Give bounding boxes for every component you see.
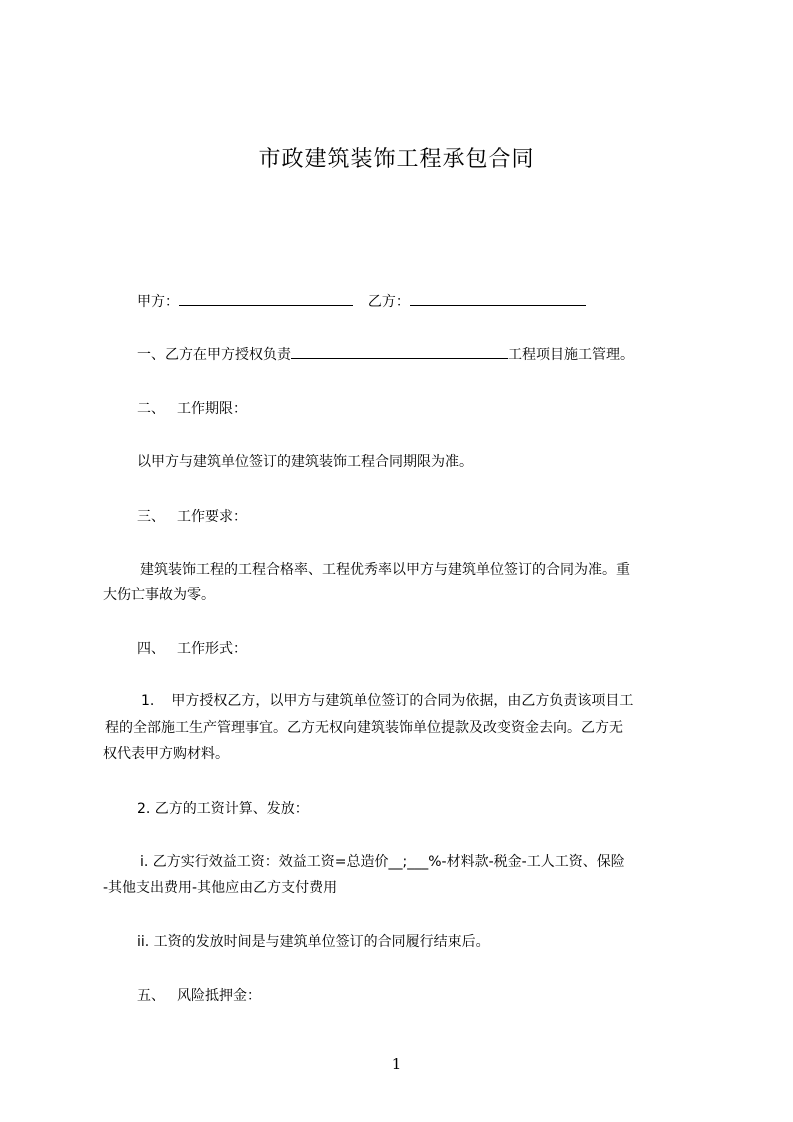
contract-title: 市政建筑装饰工程承包合同 [258, 147, 535, 172]
section-4-heading [137, 639, 247, 659]
section-3-body-line-1: 建筑装饰工程的工程合格率、工程优秀率以甲方与建筑单位签订的合同为准。重 [140, 562, 630, 578]
section-4-item-1-line-1 [141, 691, 633, 711]
item-2-ii: ii. 工资的发放时间是与建筑单位签订的合同履行结束后。 [137, 934, 490, 950]
section-2-heading [137, 399, 247, 419]
party-b-blank [410, 291, 586, 306]
section-5-title: 风险抵押金： [177, 988, 261, 1004]
item-1-number: 1. [141, 693, 155, 709]
section-3-heading [137, 507, 247, 527]
section-2-body: 以甲方与建筑单位签订的建筑装饰工程合同期限为准。 [137, 454, 473, 470]
section-4-title: 工作形式： [177, 641, 247, 657]
party-b-label: 乙方： [367, 294, 410, 310]
section-3-number: 三、 [137, 509, 165, 525]
section-4-number: 四、 [137, 641, 165, 657]
clause-1-suffix: 工程项目施工管理。 [508, 347, 634, 363]
section-4-item-1-line-2: 程的全部施工生产管理事宜。乙方无权向建筑装饰单位提款及改变资金去向。乙方无 [105, 720, 623, 736]
party-a-label: 甲方： [137, 294, 179, 310]
item-2-i-line-1: i. 乙方实行效益工资：效益工资=总造价__;___%-材料款-税金-工人工资、保险 [140, 854, 625, 870]
section-3-title: 工作要求： [177, 509, 247, 525]
section-5-heading [137, 986, 261, 1006]
section-3-body-line-2: 大伤亡事故为零。 [103, 587, 215, 603]
section-2-title: 工作期限： [177, 401, 247, 417]
party-a-blank [179, 291, 353, 306]
section-5-number: 五、 [137, 988, 165, 1004]
section-4-item-1-line-3: 权代表甲方购材料。 [103, 746, 229, 762]
clause-1 [137, 344, 634, 365]
project-name-blank [291, 344, 508, 359]
item-1-text: 甲方授权乙方，以甲方与建筑单位签订的合同为依据，由乙方负责该项目工 [171, 693, 634, 709]
parties-line [137, 291, 586, 312]
section-4-item-2: 2. 乙方的工资计算、发放： [137, 801, 309, 817]
page-number: 1 [391, 1055, 402, 1073]
clause-1-prefix: 一、乙方在甲方授权负责 [137, 347, 291, 363]
item-2-i-line-2: -其他支出费用-其他应由乙方支付费用 [103, 880, 338, 896]
section-2-number: 二、 [137, 401, 165, 417]
